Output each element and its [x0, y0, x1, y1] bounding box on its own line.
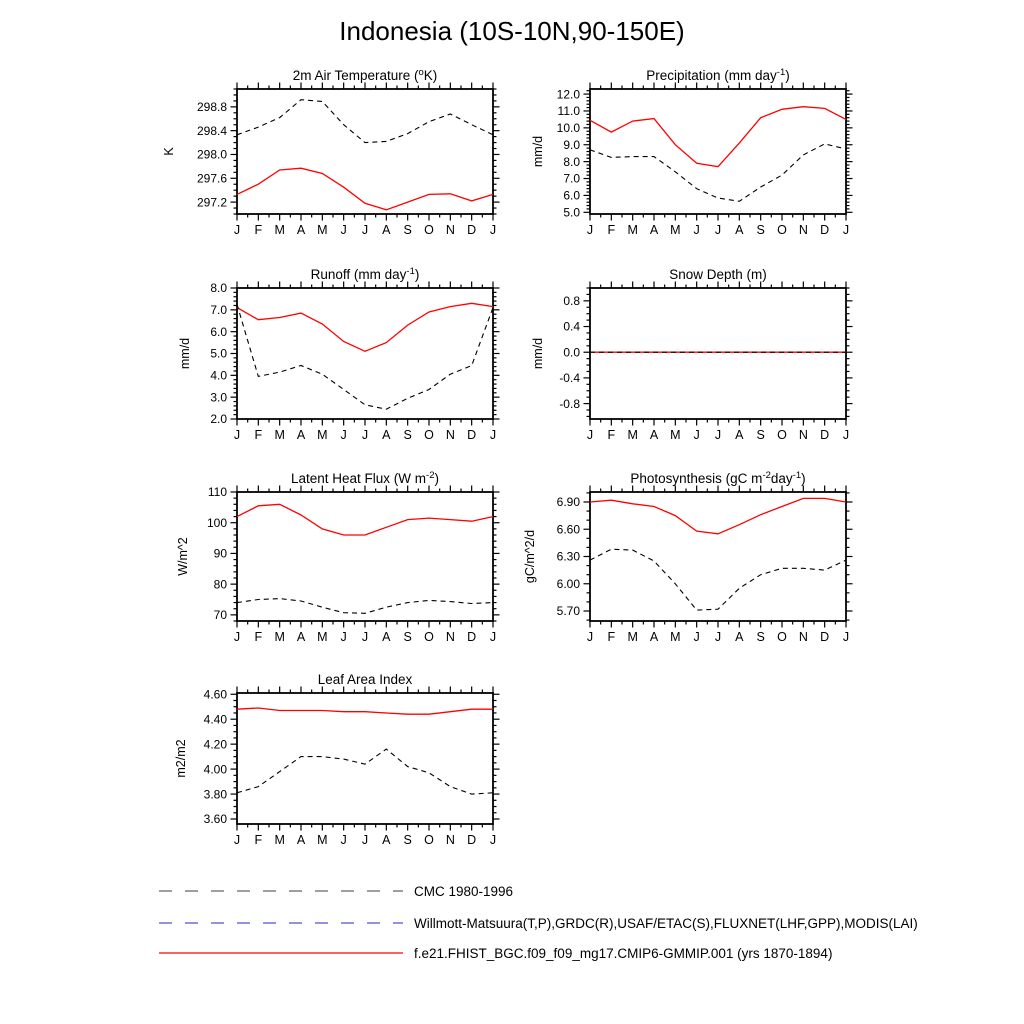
chart-air-temperature	[162, 67, 500, 237]
y-axis-labels	[204, 687, 228, 826]
y-tick-label: 6.30	[556, 549, 580, 564]
x-tick-label: F	[254, 428, 263, 442]
x-tick-label: S	[756, 630, 765, 644]
y-axis-title: K	[162, 147, 176, 156]
chart-precipitation	[531, 67, 853, 237]
legend-swatch-line	[158, 946, 404, 960]
x-tick-label: J	[361, 630, 369, 644]
legend-item-0	[158, 881, 513, 901]
y-tick-label: 0.4	[563, 319, 580, 334]
y-tick-label: 297.2	[196, 195, 227, 210]
y-tick-label: 7.0	[210, 303, 227, 318]
y-axis-title: mm/d	[531, 337, 545, 370]
legend-swatch-line	[158, 916, 404, 930]
chart-runoff	[178, 266, 500, 442]
x-tick-label: M	[317, 428, 328, 442]
y-tick-label: 110	[207, 485, 227, 500]
x-tick-label: O	[777, 428, 787, 442]
x-tick-label: S	[403, 428, 412, 442]
x-tick-label: J	[693, 428, 700, 442]
legend-label: f.e21.FHIST_BGC.f09_f09_mg17.CMIP6-GMMIP.001 (yrs 1870-1894)	[414, 945, 833, 961]
x-tick-label: A	[382, 630, 391, 644]
y-tick-label: 298.8	[196, 100, 227, 115]
x-tick-label: M	[627, 223, 638, 237]
x-tick-label: J	[842, 223, 850, 237]
x-tick-label: M	[274, 833, 285, 847]
x-tick-label: M	[317, 833, 328, 847]
x-tick-label: A	[382, 223, 391, 237]
y-tick-label: 100	[206, 515, 227, 530]
y-tick-label: 10.0	[556, 121, 580, 136]
x-axis-labels	[234, 223, 496, 237]
y-axis-labels	[210, 281, 227, 426]
y-axis-ticks	[231, 89, 500, 214]
x-tick-label: A	[296, 630, 306, 644]
series-line-obs	[237, 100, 493, 143]
plot-frame	[590, 89, 846, 214]
x-tick-label: J	[586, 630, 594, 644]
x-tick-label: O	[777, 630, 787, 644]
chart-title: Snow Depth (m)	[669, 267, 767, 282]
x-tick-label: A	[649, 428, 659, 442]
x-tick-label: J	[233, 833, 241, 847]
x-tick-label: N	[798, 428, 808, 442]
y-axis-ticks	[231, 288, 500, 419]
x-tick-label: A	[382, 428, 391, 442]
series-line-model	[237, 504, 493, 535]
y-tick-label: 5.0	[563, 205, 580, 220]
y-axis-labels	[557, 87, 581, 219]
y-tick-label: 5.70	[556, 604, 580, 619]
series-line-obs	[590, 549, 846, 610]
x-tick-label: A	[735, 630, 744, 644]
x-tick-label: S	[756, 223, 765, 237]
x-tick-label: N	[798, 630, 808, 644]
y-tick-label: 0.8	[563, 294, 580, 309]
chart-title: Latent Heat Flux (W $m^{-2}$)	[291, 470, 439, 486]
series-line-model	[590, 498, 846, 533]
chart-snow-depth	[531, 267, 853, 442]
y-tick-label: 4.0	[210, 368, 227, 383]
x-tick-label: J	[586, 428, 594, 442]
y-tick-label: -0.4	[559, 371, 580, 386]
x-axis-ticks	[590, 486, 846, 628]
y-tick-label: 4.00	[203, 762, 227, 777]
x-tick-label: M	[670, 428, 681, 442]
x-tick-label: J	[340, 630, 347, 644]
x-tick-label: M	[274, 428, 285, 442]
y-tick-label: 297.6	[196, 171, 227, 186]
legend-swatch-line	[158, 884, 404, 898]
plot-frame	[590, 288, 846, 419]
y-tick-label: 12.0	[556, 87, 580, 102]
x-tick-label: M	[317, 223, 328, 237]
y-tick-label: 4.60	[203, 687, 227, 702]
y-axis-ticks	[231, 694, 500, 819]
series-line-model	[237, 168, 493, 210]
x-tick-label: M	[670, 630, 681, 644]
y-tick-label: 4.20	[203, 737, 227, 752]
chart-photosynthesis	[523, 470, 853, 644]
x-axis-ticks	[237, 687, 493, 831]
x-tick-label: O	[424, 833, 434, 847]
x-tick-label: A	[382, 833, 391, 847]
y-tick-label: 90	[213, 546, 227, 561]
x-tick-label: O	[424, 630, 434, 644]
y-tick-label: 6.60	[556, 522, 580, 537]
legend-item-1	[158, 913, 918, 933]
y-tick-label: 80	[213, 577, 227, 592]
chart-latent-heat-flux	[176, 470, 500, 644]
plot-frame	[237, 288, 493, 419]
y-tick-label: 2.0	[210, 412, 227, 427]
x-tick-label: J	[489, 630, 497, 644]
series-line-obs	[237, 749, 493, 794]
x-tick-label: J	[361, 428, 369, 442]
y-tick-label: 3.60	[203, 812, 227, 827]
x-tick-label: J	[489, 428, 497, 442]
series-line-model	[237, 708, 493, 714]
legend-item-2	[158, 943, 832, 963]
y-tick-label: 6.0	[563, 188, 580, 203]
y-axis-labels	[207, 485, 227, 622]
y-axis-title: mm/d	[178, 337, 192, 370]
x-tick-label: D	[467, 428, 477, 442]
x-axis-ticks	[590, 83, 846, 221]
y-axis-labels	[197, 100, 227, 209]
x-axis-ticks	[237, 83, 493, 221]
legend	[158, 879, 1018, 979]
x-tick-label: A	[296, 223, 306, 237]
x-tick-label: D	[820, 428, 830, 442]
y-tick-label: 6.90	[556, 495, 580, 510]
series-line-model	[590, 107, 846, 167]
x-tick-label: J	[714, 428, 722, 442]
x-tick-label: J	[693, 630, 700, 644]
x-tick-label: J	[233, 630, 241, 644]
y-tick-label: 6.00	[556, 576, 580, 591]
x-tick-label: N	[445, 223, 455, 237]
y-tick-label: 8.0	[210, 281, 227, 296]
x-tick-label: J	[340, 428, 347, 442]
x-tick-label: O	[424, 223, 434, 237]
x-tick-label: D	[820, 223, 830, 237]
x-tick-label: A	[649, 630, 659, 644]
x-tick-label: D	[467, 833, 477, 847]
x-tick-label: M	[627, 630, 638, 644]
x-tick-label: M	[274, 630, 285, 644]
chart-title: Photosynthesis (gC $m^{-2}day^{-1}$)	[630, 470, 806, 486]
x-tick-label: F	[607, 428, 616, 442]
x-tick-label: J	[340, 833, 347, 847]
x-axis-labels	[587, 428, 849, 442]
y-axis-labels	[557, 495, 581, 618]
x-tick-label: J	[842, 428, 850, 442]
x-tick-label: J	[361, 833, 369, 847]
x-axis-ticks	[237, 486, 493, 628]
x-axis-labels	[234, 833, 496, 847]
x-tick-label: A	[649, 223, 659, 237]
x-tick-label: J	[489, 833, 497, 847]
y-axis-ticks	[584, 493, 853, 620]
chart-title: 2m Air Temperature ($^o$K)	[292, 67, 438, 83]
x-tick-label: J	[361, 223, 369, 237]
x-tick-label: J	[489, 223, 497, 237]
figure-title: Indonesia (10S-10N,90-150E)	[339, 16, 685, 46]
x-tick-label: F	[607, 223, 616, 237]
y-axis-labels	[559, 294, 580, 411]
x-tick-label: J	[693, 223, 700, 237]
y-tick-label: 11.0	[557, 104, 580, 119]
x-tick-label: D	[467, 223, 477, 237]
x-tick-label: M	[627, 428, 638, 442]
x-tick-label: O	[424, 428, 434, 442]
x-tick-label: J	[714, 223, 722, 237]
x-tick-label: J	[233, 223, 241, 237]
y-axis-title: m2/m2	[174, 739, 188, 778]
chart-title: Leaf Area Index	[317, 672, 413, 687]
y-tick-label: 8.0	[563, 154, 580, 169]
y-axis-title: mm/d	[531, 135, 545, 168]
x-axis-labels	[587, 223, 849, 237]
x-axis-ticks	[237, 282, 493, 426]
y-axis-title: W/m^2	[176, 537, 190, 576]
plot-frame	[590, 492, 846, 621]
series-line-obs	[237, 304, 493, 409]
series-line-model	[237, 303, 493, 351]
x-tick-label: J	[233, 428, 241, 442]
x-tick-label: A	[735, 223, 744, 237]
x-tick-label: D	[467, 630, 477, 644]
chart-title: Precipitation (mm day$^{-1}$)	[646, 67, 790, 83]
x-tick-label: S	[403, 833, 412, 847]
y-tick-label: -0.8	[559, 396, 580, 411]
x-tick-label: A	[735, 428, 744, 442]
y-tick-label: 0.0	[563, 345, 580, 360]
x-tick-label: J	[340, 223, 347, 237]
x-tick-label: M	[274, 223, 285, 237]
x-tick-label: F	[254, 630, 263, 644]
legend-label: CMC 1980-1996	[414, 883, 514, 899]
x-tick-label: M	[317, 630, 328, 644]
y-tick-label: 3.80	[203, 787, 227, 802]
y-axis-ticks	[584, 91, 853, 213]
x-tick-label: N	[445, 630, 455, 644]
x-axis-labels	[234, 630, 496, 644]
x-tick-label: D	[820, 630, 830, 644]
x-tick-label: O	[777, 223, 787, 237]
y-tick-label: 298.0	[196, 147, 227, 162]
y-tick-label: 9.0	[563, 137, 580, 152]
x-tick-label: J	[842, 630, 850, 644]
y-tick-label: 298.4	[196, 123, 227, 138]
series-line-obs	[590, 144, 846, 201]
y-tick-label: 6.0	[210, 324, 227, 339]
x-tick-label: N	[798, 223, 808, 237]
x-tick-label: J	[586, 223, 594, 237]
y-axis-ticks	[231, 492, 500, 621]
x-tick-label: S	[403, 630, 412, 644]
legend-label: Willmott-Matsuura(T,P),GRDC(R),USAF/ETAC(S),FLUXNET(LHF,GPP),MODIS(LAI)	[414, 915, 918, 931]
x-tick-label: F	[607, 630, 616, 644]
x-axis-ticks	[590, 282, 846, 426]
x-axis-labels	[587, 630, 849, 644]
x-tick-label: J	[714, 630, 722, 644]
x-tick-label: S	[756, 428, 765, 442]
y-tick-label: 4.40	[203, 712, 227, 727]
x-tick-label: S	[403, 223, 412, 237]
x-tick-label: F	[254, 833, 263, 847]
y-tick-label: 70	[213, 608, 227, 623]
series-line-obs	[237, 599, 493, 614]
y-tick-label: 3.0	[210, 390, 227, 405]
chart-title: Runoff (mm day$^{-1}$)	[310, 266, 420, 282]
x-tick-label: A	[296, 833, 306, 847]
x-tick-label: N	[445, 428, 455, 442]
x-tick-label: N	[445, 833, 455, 847]
y-tick-label: 5.0	[210, 346, 227, 361]
chart-leaf-area-index	[174, 672, 500, 847]
y-axis-title: gC/m^2/d	[523, 529, 537, 584]
y-tick-label: 7.0	[563, 171, 580, 186]
plot-frame	[237, 693, 493, 824]
plot-frame	[237, 492, 493, 621]
x-tick-label: F	[254, 223, 263, 237]
x-tick-label: A	[296, 428, 306, 442]
x-axis-labels	[234, 428, 496, 442]
x-tick-label: M	[670, 223, 681, 237]
